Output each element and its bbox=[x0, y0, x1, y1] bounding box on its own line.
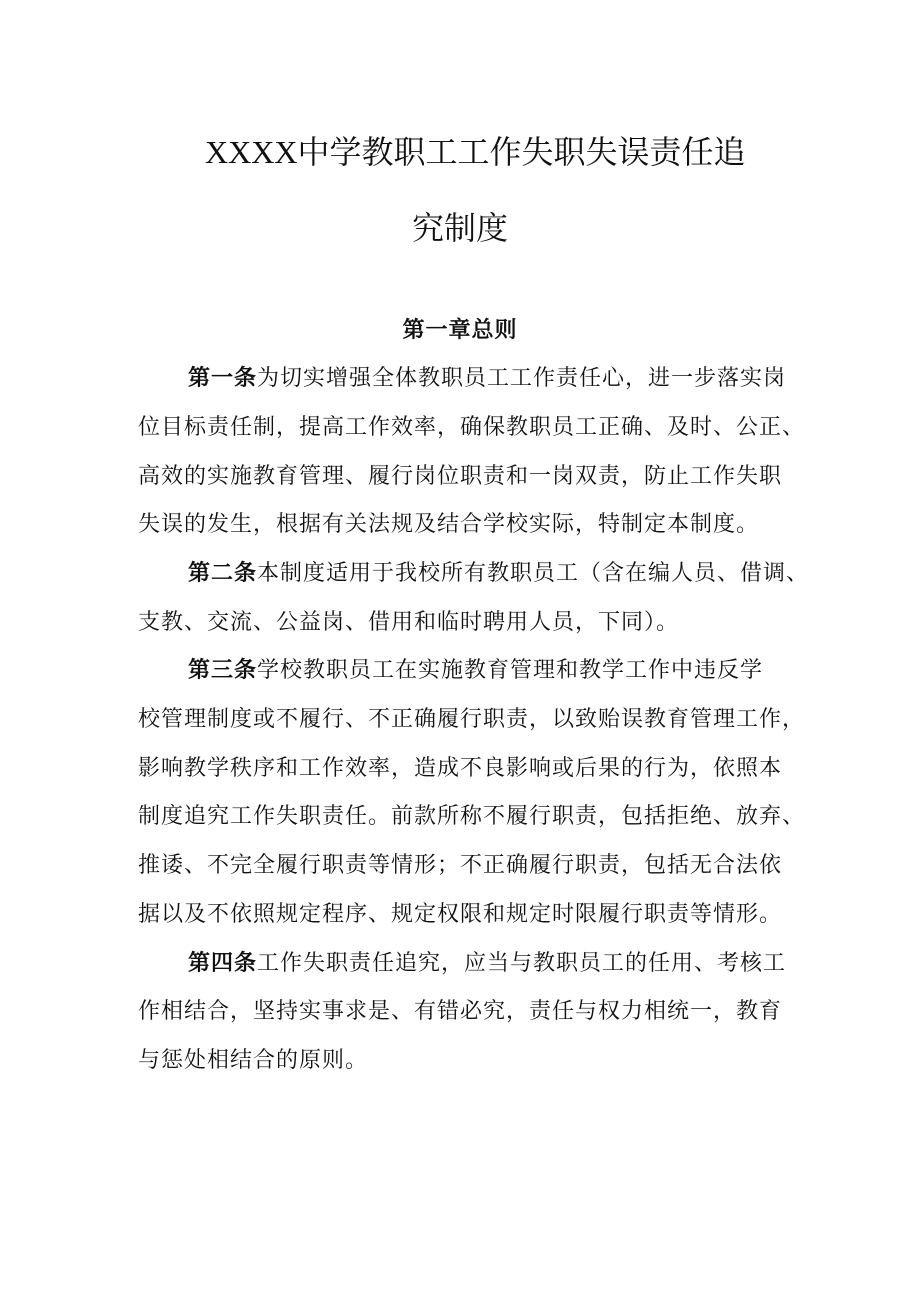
article-3-line-1 bbox=[138, 646, 838, 695]
article-4-label: 第四条 bbox=[188, 949, 258, 975]
article-4-line-3: 与惩处相结合的原则。 bbox=[138, 1046, 369, 1072]
document-title-line-1: XXXX中学教职工工作失职失误责任追 bbox=[205, 134, 746, 170]
document-body bbox=[138, 306, 838, 1085]
article-4-text: 工作失职责任追究，应当与教职员工的任用、考核工 bbox=[257, 949, 787, 975]
article-3-line-4: 制度追究工作失职责任。前款所称不履行职责，包括拒绝、放弃、 bbox=[138, 803, 806, 829]
article-4-line-2: 作相结合，坚持实事求是、有错必究，责任与权力相统一，教育 bbox=[138, 998, 783, 1024]
chapter-heading: 第一章总则 bbox=[402, 316, 518, 342]
document-title-line-2: 究制度 bbox=[411, 210, 508, 246]
article-2-text: 本制度适用于我校所有教职员工（含在编人员、借调、 bbox=[257, 560, 810, 586]
article-4-line-1 bbox=[138, 939, 838, 988]
article-2-line-2: 支教、交流、公益岗、借用和临时聘用人员，下同）。 bbox=[138, 608, 680, 634]
article-2-line-1 bbox=[138, 549, 838, 598]
article-1-line-2: 位目标责任制，提高工作效率，确保教职员工正确、及时、公正、 bbox=[138, 413, 806, 439]
article-1-label: 第一条 bbox=[188, 365, 258, 391]
article-3-line-2: 校管理制度或不履行、不正确履行职责，以致贻误教育管理工作， bbox=[138, 706, 806, 732]
article-1-line-3: 高效的实施教育管理、履行岗位职责和一岗双责，防止工作失职 bbox=[138, 462, 783, 488]
article-2-label: 第二条 bbox=[188, 560, 258, 586]
article-3-text: 学校教职员工在实施教育管理和教学工作中违反学 bbox=[257, 657, 764, 683]
article-3-line-6: 据以及不依照规定程序、规定权限和规定时限履行职责等情形。 bbox=[138, 900, 783, 926]
article-1-line-1 bbox=[138, 354, 838, 403]
article-3-label: 第三条 bbox=[188, 657, 258, 683]
article-1-line-4: 失误的发生，根据有关法规及结合学校实际，特制定本制度。 bbox=[138, 511, 760, 537]
article-1-text: 为切实增强全体教职员工工作责任心，进一步落实岗 bbox=[257, 365, 787, 391]
article-3-line-5: 推诿、不完全履行职责等情形；不正确履行职责，包括无合法依 bbox=[138, 852, 783, 878]
article-3-line-3: 影响教学秩序和工作效率，造成不良影响或后果的行为，依照本 bbox=[138, 754, 783, 780]
